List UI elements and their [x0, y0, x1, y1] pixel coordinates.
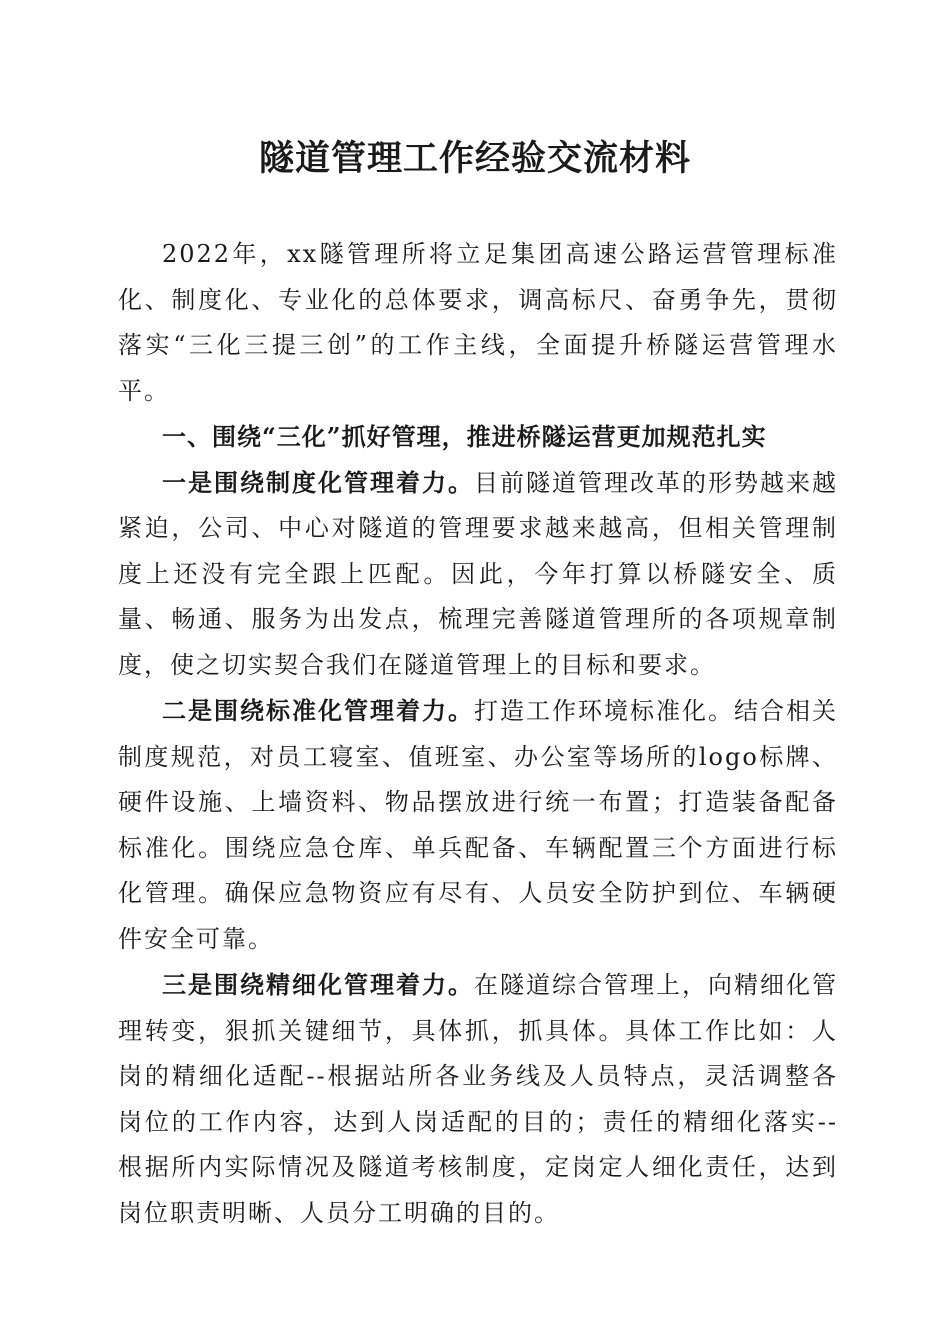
paragraph-text: 目前隧道管理改革的形势越来越紧迫，公司、中心对隧道的管理要求越来越高，但相关管理制度上还没有完全跟上匹配。因此，今年打算以桥隧安全、质量、畅通、服务为出发点，梳理完善隧道管理所的各项规章制度，使之切实契合我们在隧道管理上的目标和要求。 — [118, 468, 838, 679]
document-body — [118, 232, 838, 1236]
intro-paragraph: 2022年，xx隧管理所将立足集团高速公路运营管理标准化、制度化、专业化的总体要求，调高标尺、奋勇争先，贯彻落实“三化三提三创”的工作主线，全面提升桥隧运营管理水平。 — [118, 240, 838, 405]
paragraph-lead: 三是围绕精细化管理着力。 — [162, 970, 474, 999]
section-heading: 一、围绕“三化”抓好管理，推进桥隧运营更加规范扎实 — [162, 422, 767, 451]
paragraph-item-3 — [118, 962, 838, 1236]
paragraph-item-1 — [118, 460, 838, 689]
paragraph-lead: 一是围绕制度化管理着力。 — [162, 467, 474, 497]
paragraph-item-2 — [118, 688, 838, 962]
paragraph-text: 打造工作环境标准化。结合相关制度规范，对员工寝室、值班室、办公室等场所的logo标牌、硬件设施、上墙资料、物品摆放进行统一布置；打造装备配备标准化。围绕应急仓库、单兵配备、车辆配置三个方面进行标化管理。确保应急物资应有尽有、人员安全防护到位、车辆硬件安全可靠。 — [118, 697, 838, 953]
document-title: 隧道管理工作经验交流材料 — [258, 138, 691, 179]
paragraph-lead: 二是围绕标准化管理着力。 — [162, 696, 474, 725]
paragraph-text: 在隧道综合管理上，向精细化管理转变，狠抓关键细节，具体抓，抓具体。具体工作比如：人岗的精细化适配--根据站所各业务线及人员特点，灵活调整各岗位的工作内容，达到人岗适配的目的；责任的精细化落实--根据所内实际情况及隧道考核制度，定岗定人细化责任，达到岗位职责明晰、人员分工明确的目的。 — [118, 971, 838, 1227]
